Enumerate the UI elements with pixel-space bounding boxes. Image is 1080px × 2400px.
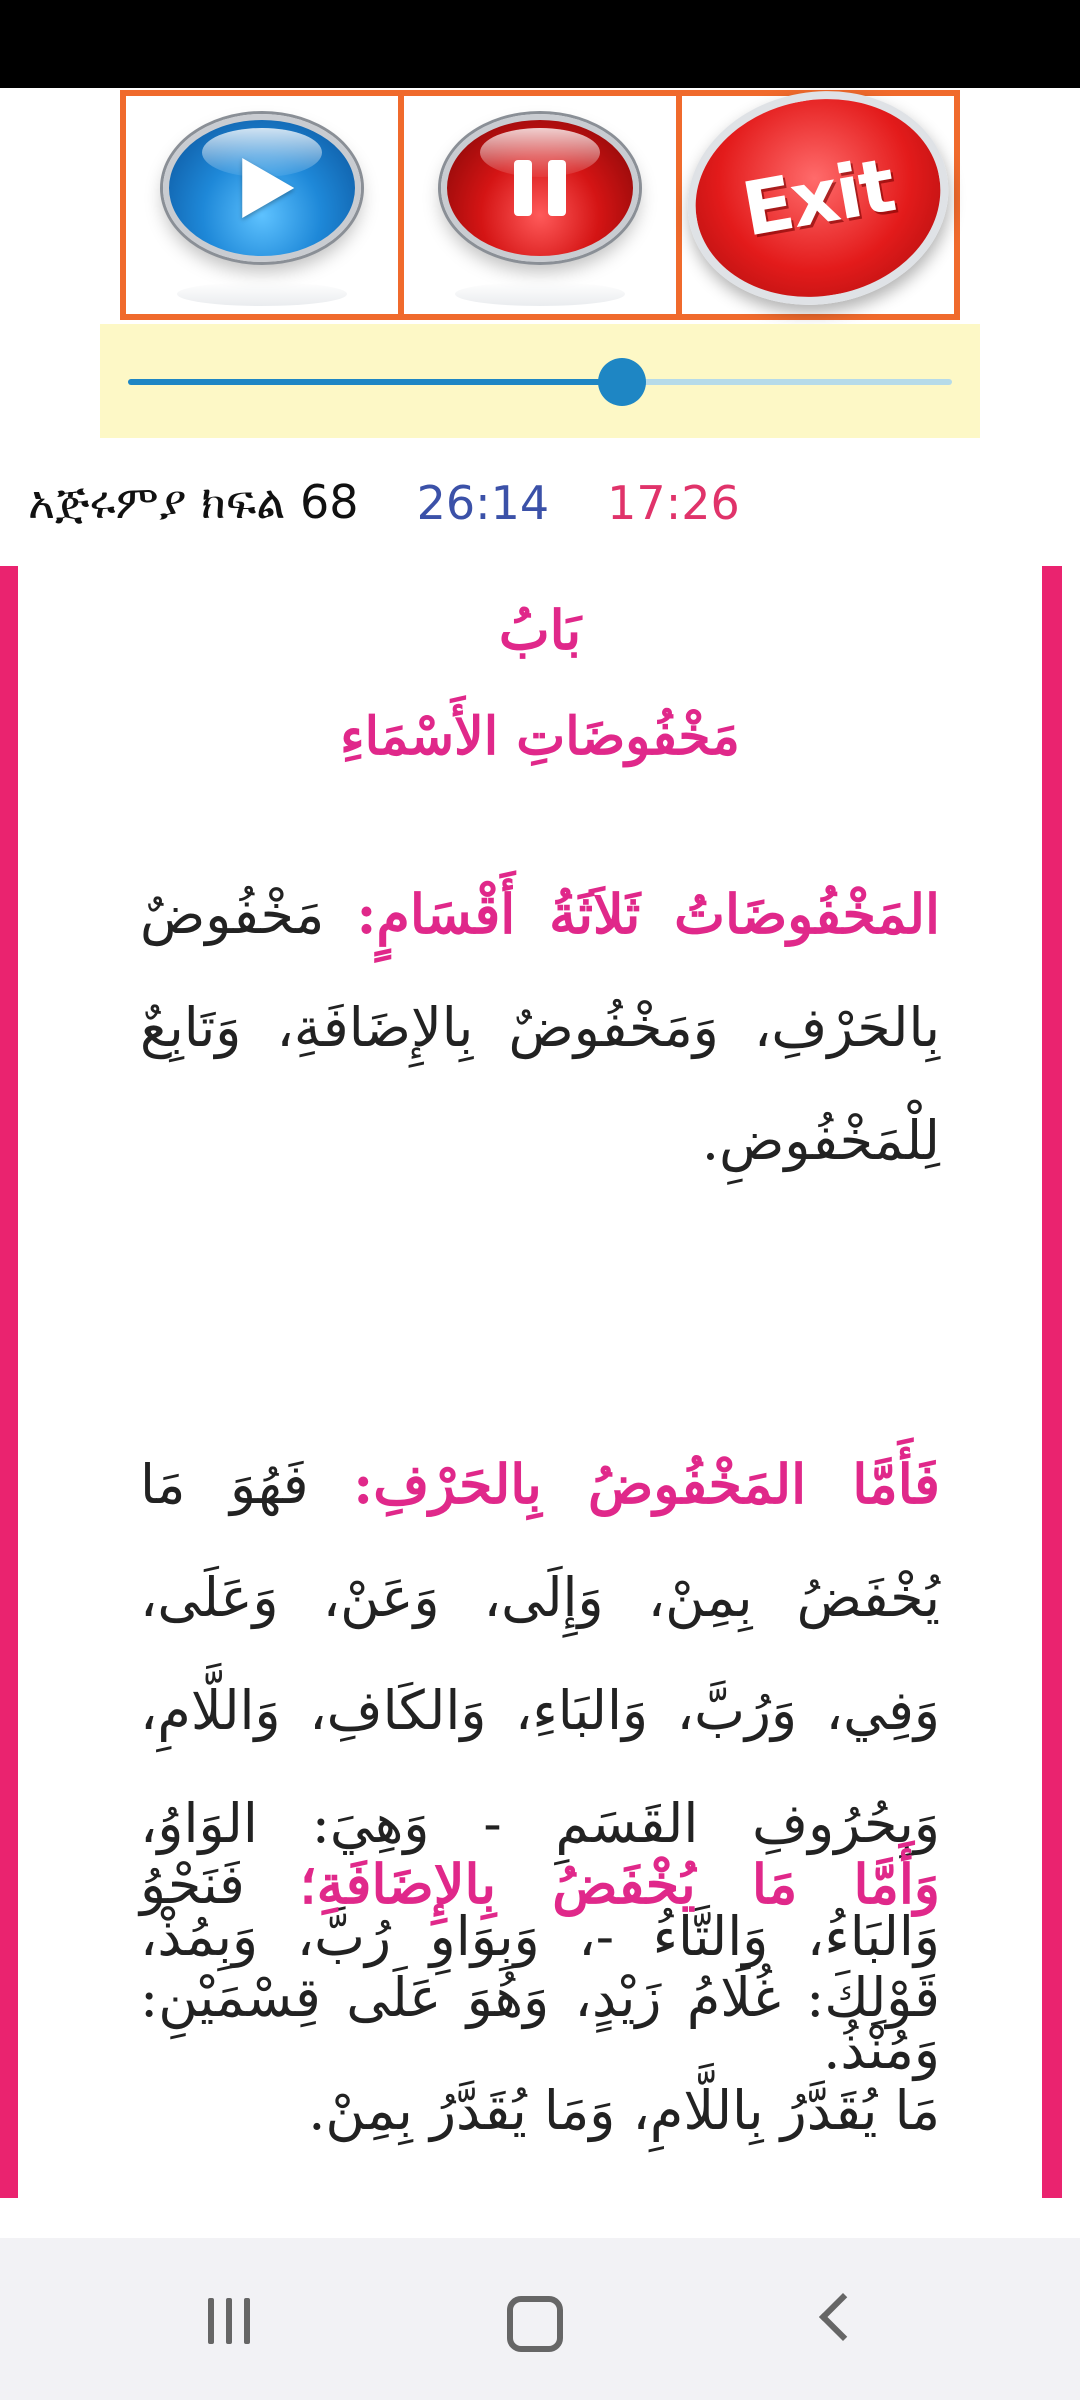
- exit-button[interactable]: [676, 96, 954, 314]
- paragraph-2-text: فَهُوَ مَا يُخْفَضُ بِمِنْ، وَإِلَى، وَعَنْ، وَعَلَى، وَفِي، وَرُبَّ، وَالبَاءِ، وَالكَافِ، وَاللَّامِ، وَبِحُرُوفِ القَسَمِ - وَهِيَ: الوَاوُ، وَالبَاءُ، وَالتَّاءُ -، وَبِوَاوِ رُبَّ، وَبِمُذْ، وَمُنْذُ.: [140, 1453, 940, 2081]
- chapter-heading: بَابُ: [498, 598, 582, 662]
- paragraph-3: [140, 1828, 940, 2167]
- lesson-title: አጅሩምያ ክፍል 68: [28, 475, 359, 529]
- pause-icon: [441, 114, 639, 262]
- paragraph-1-highlight: المَخْفُوضَاتُ ثَلاَثَةُ أَقْسَامٍ:: [356, 882, 940, 946]
- seek-bar-panel: [100, 324, 980, 438]
- exit-icon: [671, 71, 966, 325]
- total-time: 26:14: [416, 476, 550, 530]
- exit-label: Exit: [736, 142, 900, 254]
- play-button[interactable]: [126, 96, 398, 314]
- pause-button[interactable]: [398, 96, 676, 314]
- back-button[interactable]: [756, 2238, 916, 2400]
- back-icon: [819, 2293, 867, 2341]
- seek-bar-progress: [128, 379, 622, 385]
- chapter-subheading: مَخْفُوضَاتِ الأَسْمَاءِ: [340, 706, 740, 767]
- home-icon: [507, 2296, 563, 2352]
- paragraph-3-text: فَنَحْوُ قَوْلِكَ: غُلَامُ زَيْدٍ، وَهُوَ عَلَى قِسْمَيْنِ: مَا يُقَدَّرُ بِاللَّامِ، وَمَا يُقَدَّرُ بِمِنْ.: [140, 1853, 940, 2142]
- recents-icon: [208, 2298, 250, 2344]
- recents-button[interactable]: [150, 2238, 310, 2400]
- seek-bar[interactable]: [128, 379, 952, 385]
- page-border-left: [0, 566, 18, 2198]
- page-border-right: [1042, 566, 1062, 2198]
- navigation-bar: [0, 2238, 1080, 2400]
- pause-reflection: [455, 282, 625, 306]
- play-icon: [163, 114, 361, 262]
- player-controls: [120, 90, 960, 320]
- home-button[interactable]: [452, 2238, 612, 2400]
- paragraph-2-highlight: فَأَمَّا المَخْفُوضُ بِالحَرْفِ:: [353, 1452, 940, 1516]
- play-reflection: [177, 282, 347, 306]
- lesson-page[interactable]: [0, 566, 1080, 2198]
- paragraph-1: [140, 858, 940, 1197]
- seek-bar-thumb[interactable]: [598, 358, 646, 406]
- current-time: 17:26: [607, 476, 740, 530]
- track-info: [28, 468, 740, 538]
- paragraph-3-highlight: وَأَمَّا مَا يُخْفَضُ بِالإِضَافَةِ؛: [299, 1852, 941, 1916]
- status-bar: [0, 0, 1080, 88]
- paragraph-1-text: مَخْفُوضٌ بِالحَرْفِ، وَمَخْفُوضٌ بِالإِضَافَةِ، وَتَابِعٌ لِلْمَخْفُوضِ.: [140, 883, 940, 1172]
